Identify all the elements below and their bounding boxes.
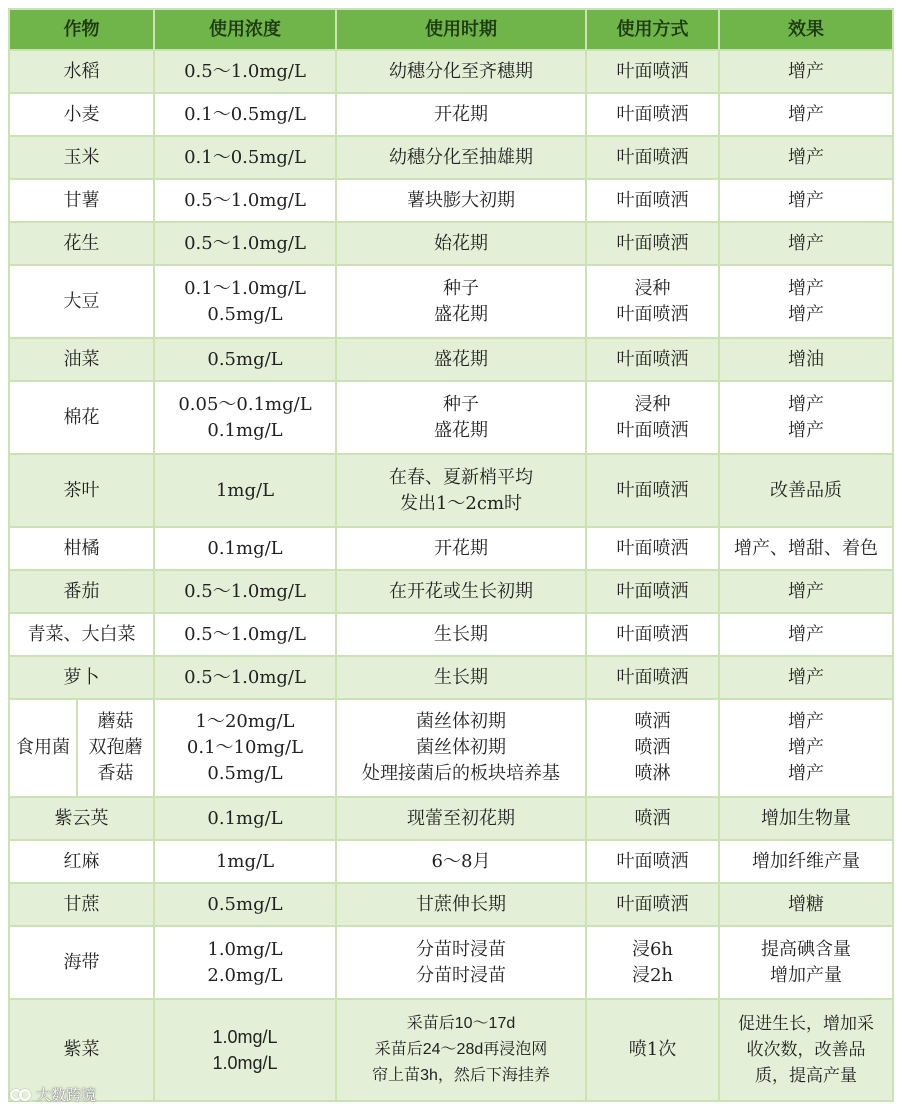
cell-line: 叶面喷洒 [616, 189, 689, 211]
crop-name: 茶叶 [63, 479, 100, 501]
crop-name: 番茄 [63, 580, 100, 602]
cell-line: 1.0mg/L [207, 938, 283, 960]
period-cell [336, 338, 586, 381]
period-cell [336, 926, 586, 999]
cell-line: 叶面喷洒 [616, 103, 689, 125]
method-cell [586, 50, 719, 93]
crop-cell [9, 656, 154, 699]
column-header: 作物 [9, 9, 154, 50]
cell-line: 增产 [788, 393, 824, 415]
cell-line: 0.5～1.0mg/L [184, 232, 306, 254]
concentration-cell [154, 136, 336, 179]
table-header [9, 9, 893, 50]
cell-line: 0.5～1.0mg/L [184, 580, 306, 602]
crop-name: 紫云英 [54, 807, 109, 829]
crop-cell [9, 570, 154, 613]
cell-line: 0.1mg/L [207, 537, 283, 559]
effect-cell [719, 338, 893, 381]
effect-cell [719, 136, 893, 179]
table-row [9, 50, 893, 93]
cell-line: 增糖 [788, 893, 824, 915]
table-row [9, 699, 893, 797]
cell-line: 2.0mg/L [207, 964, 283, 986]
cell-line: 增产 [788, 666, 824, 688]
crop-cell [9, 50, 154, 93]
table-row [9, 527, 893, 570]
period-cell [336, 570, 586, 613]
subcrop-label: 双孢蘑 [88, 737, 143, 758]
cell-line: 0.1～10mg/L [186, 737, 304, 758]
cell-line: 叶面喷洒 [616, 623, 689, 645]
cell-line: 叶面喷洒 [616, 850, 689, 872]
column-header: 使用方式 [586, 9, 719, 50]
crop-cell [9, 613, 154, 656]
concentration-cell [154, 699, 336, 797]
crop-cell [9, 136, 154, 179]
table-row [9, 883, 893, 926]
concentration-cell [154, 381, 336, 454]
cell-line: 增产 [788, 60, 824, 82]
crop-cell [9, 381, 154, 454]
period-cell [336, 179, 586, 222]
method-cell [586, 136, 719, 179]
watermark-logo-icon [10, 1088, 32, 1102]
cell-line: 盛花期 [434, 303, 488, 325]
crop-name: 花生 [63, 232, 100, 254]
effect-cell [719, 613, 893, 656]
crop-name: 油菜 [63, 348, 100, 370]
subcrop-label: 香菇 [97, 763, 134, 784]
cell-line: 幼穗分化至齐穗期 [389, 60, 533, 82]
column-header: 使用浓度 [154, 9, 336, 50]
effect-cell [719, 926, 893, 999]
cell-line: 帘上苗3h，然后下海挂养 [372, 1067, 550, 1084]
concentration-cell [154, 797, 336, 840]
method-cell [586, 265, 719, 338]
table-row [9, 93, 893, 136]
cell-line: 盛花期 [434, 419, 488, 441]
cell-line: 菌丝体初期 [416, 737, 506, 758]
crop-cell [9, 93, 154, 136]
cell-line: 增产 [788, 711, 824, 732]
period-cell [336, 656, 586, 699]
crop-name: 柑橘 [63, 537, 100, 559]
cell-line: 浸2h [631, 964, 674, 986]
method-cell [586, 381, 719, 454]
cell-line: 增产、增甜、着色 [734, 537, 878, 559]
cell-line: 叶面喷洒 [616, 580, 689, 602]
effect-cell [719, 179, 893, 222]
crop-name: 大豆 [63, 290, 100, 312]
effect-cell [719, 883, 893, 926]
cell-line: 0.5～1.0mg/L [184, 623, 306, 645]
crop-cell [9, 883, 154, 926]
method-cell [586, 179, 719, 222]
table-row [9, 570, 893, 613]
cell-line: 0.05～0.1mg/L [178, 393, 312, 415]
cell-line: 0.5～1.0mg/L [184, 666, 306, 688]
cell-line: 叶面喷洒 [616, 303, 689, 325]
cell-line: 0.5mg/L [207, 893, 283, 915]
cell-line: 0.5～1.0mg/L [184, 60, 306, 82]
concentration-cell [154, 656, 336, 699]
cell-line: 喷1次 [628, 1039, 677, 1060]
effect-cell [719, 699, 893, 797]
cell-line: 甘蔗伸长期 [416, 893, 506, 915]
method-cell [586, 613, 719, 656]
cell-line: 菌丝体初期 [416, 711, 506, 732]
cell-line: 0.1～1.0mg/L [184, 277, 306, 299]
cell-line: 浸种 [634, 277, 671, 299]
cell-line: 种子 [443, 277, 479, 299]
method-cell [586, 999, 719, 1101]
cell-line: 1～20mg/L [195, 711, 295, 732]
period-cell [336, 840, 586, 883]
cell-line: 增产 [788, 189, 824, 211]
concentration-cell [154, 50, 336, 93]
concentration-cell [154, 570, 336, 613]
period-cell [336, 93, 586, 136]
crop-group-label: 食用菌 [10, 700, 78, 796]
cell-line: 增加产量 [770, 964, 842, 986]
effect-cell [719, 50, 893, 93]
effect-cell [719, 265, 893, 338]
cell-line: 叶面喷洒 [616, 232, 689, 254]
period-cell [336, 381, 586, 454]
table-row [9, 797, 893, 840]
cell-line: 增产 [788, 580, 824, 602]
method-cell [586, 338, 719, 381]
method-cell [586, 699, 719, 797]
cell-line: 1.0mg/L [212, 1027, 278, 1047]
period-cell [336, 797, 586, 840]
period-cell [336, 454, 586, 527]
effect-cell [719, 840, 893, 883]
effect-cell [719, 570, 893, 613]
table-row [9, 381, 893, 454]
method-cell [586, 93, 719, 136]
cell-line: 提高碘含量 [761, 938, 851, 960]
cell-line: 1.0mg/L [212, 1053, 278, 1073]
cell-line: 生长期 [434, 623, 488, 645]
crop-cell [9, 179, 154, 222]
cell-line: 增产 [788, 103, 824, 125]
watermark-text: 大数跨境 [36, 1086, 97, 1104]
cell-line: 开花期 [434, 103, 488, 125]
cell-line: 现蕾至初花期 [407, 807, 515, 829]
effect-cell [719, 999, 893, 1101]
cell-line: 增加生物量 [761, 807, 851, 829]
effect-cell [719, 527, 893, 570]
data-table [8, 8, 894, 1102]
cell-line: 分苗时浸苗 [416, 938, 506, 960]
cell-line: 6～8月 [431, 850, 491, 872]
cell-line: 0.5mg/L [207, 348, 283, 370]
concentration-cell [154, 222, 336, 265]
concentration-cell [154, 527, 336, 570]
crop-cell [9, 699, 154, 797]
method-cell [586, 883, 719, 926]
concentration-cell [154, 999, 336, 1101]
table-row [9, 338, 893, 381]
cell-line: 叶面喷洒 [616, 537, 689, 559]
effect-cell [719, 454, 893, 527]
crop-name: 甘蔗 [63, 893, 100, 915]
cell-line: 在春、夏新梢平均 [389, 466, 533, 488]
cell-line: 种子 [443, 393, 479, 415]
cell-line: 增油 [788, 348, 824, 370]
crop-name: 棉花 [63, 406, 100, 428]
cell-line: 薯块膨大初期 [407, 189, 515, 211]
effect-cell [719, 93, 893, 136]
crop-cell [9, 222, 154, 265]
crop-name: 甘薯 [63, 189, 100, 211]
period-cell [336, 527, 586, 570]
table-row [9, 454, 893, 527]
cell-line: 处理接菌后的板块培养基 [362, 763, 560, 784]
cell-line: 浸6h [631, 938, 674, 960]
cell-line: 增产 [788, 146, 824, 168]
method-cell [586, 222, 719, 265]
table-row [9, 999, 893, 1101]
effect-cell [719, 656, 893, 699]
effect-cell [719, 797, 893, 840]
column-header: 使用时期 [336, 9, 586, 50]
table-row [9, 926, 893, 999]
cell-line: 喷淋 [634, 763, 671, 784]
period-cell [336, 136, 586, 179]
concentration-cell [154, 454, 336, 527]
cell-line: 采苗后10～17d [406, 1015, 516, 1032]
concentration-cell [154, 926, 336, 999]
period-cell [336, 999, 586, 1101]
crop-cell [9, 338, 154, 381]
concentration-cell [154, 265, 336, 338]
cell-line: 幼穗分化至抽雄期 [389, 146, 533, 168]
method-cell [586, 926, 719, 999]
table-row [9, 656, 893, 699]
effect-cell [719, 222, 893, 265]
cell-line: 叶面喷洒 [616, 419, 689, 441]
crop-name: 紫菜 [63, 1039, 100, 1060]
cell-line: 生长期 [434, 666, 488, 688]
table-body [9, 50, 893, 1101]
method-cell [586, 570, 719, 613]
subcrop-label: 蘑菇 [97, 711, 134, 732]
cell-line: 0.5mg/L [207, 763, 283, 784]
table-row [9, 222, 893, 265]
cell-line: 0.1mg/L [207, 807, 283, 829]
period-cell [336, 699, 586, 797]
cell-line: 叶面喷洒 [616, 60, 689, 82]
cell-line: 0.1～0.5mg/L [184, 146, 306, 168]
crop-name: 萝卜 [63, 666, 100, 688]
cell-line: 增产 [788, 303, 824, 325]
cell-line: 始花期 [434, 232, 488, 254]
crop-cell [9, 265, 154, 338]
table-row [9, 840, 893, 883]
crop-name: 玉米 [63, 146, 100, 168]
concentration-cell [154, 93, 336, 136]
method-cell [586, 527, 719, 570]
cell-line: 1mg/L [215, 850, 275, 872]
table-row [9, 265, 893, 338]
method-cell [586, 656, 719, 699]
cell-line: 0.5mg/L [207, 303, 283, 325]
concentration-cell [154, 338, 336, 381]
cell-line: 分苗时浸苗 [416, 964, 506, 986]
concentration-cell [154, 840, 336, 883]
cell-line: 增加纤维产量 [752, 850, 860, 872]
cell-line: 叶面喷洒 [616, 146, 689, 168]
crop-cell [9, 797, 154, 840]
crop-name: 小麦 [63, 103, 100, 125]
cell-line: 0.1～0.5mg/L [184, 103, 306, 125]
period-cell [336, 265, 586, 338]
effect-cell [719, 381, 893, 454]
cell-line: 采苗后24～28d再浸泡网 [374, 1041, 548, 1058]
table-row [9, 179, 893, 222]
period-cell [336, 222, 586, 265]
watermark [10, 1084, 96, 1105]
table-row [9, 136, 893, 179]
cell-line: 发出1～2cm时 [399, 492, 523, 514]
cell-line: 促进生长，增加采 [738, 1014, 874, 1033]
cell-line: 增产 [788, 277, 824, 299]
cell-line: 1mg/L [215, 479, 275, 501]
cell-line: 增产 [788, 623, 824, 645]
cell-line: 增产 [788, 737, 824, 758]
concentration-cell [154, 613, 336, 656]
cell-line: 叶面喷洒 [616, 893, 689, 915]
period-cell [336, 613, 586, 656]
cell-line: 0.1mg/L [207, 419, 283, 441]
concentration-cell [154, 179, 336, 222]
cell-line: 在开花或生长初期 [389, 580, 533, 602]
period-cell [336, 883, 586, 926]
crop-name: 水稻 [63, 60, 100, 82]
method-cell [586, 797, 719, 840]
cell-line: 增产 [788, 763, 824, 784]
cell-line: 喷洒 [634, 737, 671, 758]
cell-line: 收次数，改善品 [746, 1040, 866, 1059]
crop-cell [9, 840, 154, 883]
cell-line: 开花期 [434, 537, 488, 559]
crop-name: 海带 [63, 951, 100, 973]
column-header: 效果 [719, 9, 893, 50]
cell-line: 浸种 [634, 393, 671, 415]
cell-line: 增产 [788, 232, 824, 254]
crop-cell [9, 926, 154, 999]
cell-line: 叶面喷洒 [616, 479, 689, 501]
cell-line: 质，提高产量 [755, 1066, 857, 1085]
cell-line: 增产 [788, 419, 824, 441]
table-row [9, 613, 893, 656]
method-cell [586, 840, 719, 883]
period-cell [336, 50, 586, 93]
crop-name: 红麻 [63, 850, 100, 872]
cell-line: 叶面喷洒 [616, 348, 689, 370]
crop-cell [9, 454, 154, 527]
cell-line: 喷洒 [634, 807, 671, 829]
cell-line: 叶面喷洒 [616, 666, 689, 688]
method-cell [586, 454, 719, 527]
cell-line: 改善品质 [770, 479, 842, 501]
cell-line: 盛花期 [434, 348, 488, 370]
crop-name: 青菜、大白菜 [27, 623, 136, 645]
concentration-cell [154, 883, 336, 926]
crop-cell [9, 527, 154, 570]
cell-line: 0.5～1.0mg/L [184, 189, 306, 211]
cell-line: 喷洒 [634, 711, 671, 732]
